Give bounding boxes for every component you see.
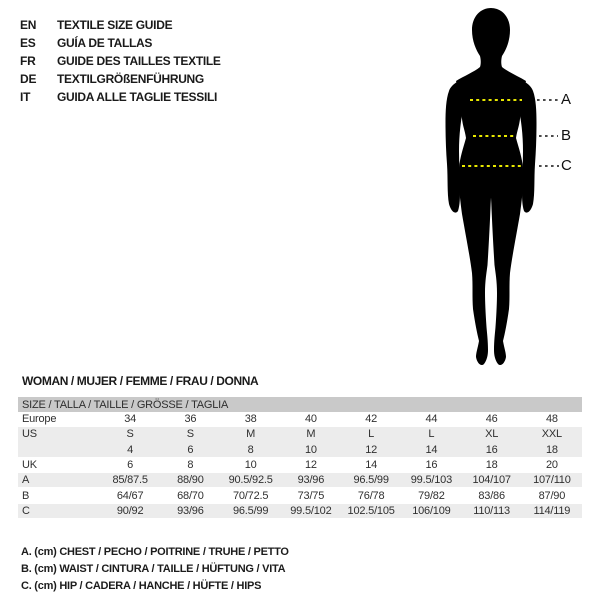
- cell-value: 79/82: [418, 489, 445, 502]
- cell-value: 87/90: [538, 489, 566, 502]
- cell-value: 36: [184, 413, 197, 426]
- cell-value: 44: [425, 413, 438, 426]
- cell-value: 42: [365, 413, 378, 426]
- cell-value: 110/113: [473, 504, 510, 517]
- silhouette-body: [491, 8, 537, 365]
- cell-value: 16: [485, 443, 498, 456]
- cell-value: 6: [187, 443, 194, 456]
- language-code: EN: [20, 18, 37, 32]
- cell-value: 106/109: [412, 504, 451, 517]
- row-label: UK: [22, 459, 37, 472]
- cell-value: 34: [124, 413, 137, 426]
- gender-heading: WOMAN / MUJER / FEMME / FRAU / DONNA: [22, 374, 259, 388]
- marker-label-b: B: [561, 127, 572, 144]
- cell-value: 64/67: [116, 489, 144, 502]
- size-table-header-label: SIZE / TALLA / TAILLE / GRÖSSE / TAGLIA: [22, 398, 229, 411]
- table-row: [18, 473, 582, 488]
- cell-value: S: [186, 428, 194, 441]
- cell-value: 90/92: [116, 504, 144, 517]
- language-row: [20, 34, 221, 52]
- legend-line: C. (cm) HIP / CADERA / HANCHE / HÜFTE / HIPS: [21, 580, 262, 592]
- language-title: GUIDA ALLE TAGLIE TESSILI: [57, 90, 218, 104]
- size-table-header: [18, 397, 582, 412]
- table-row: [18, 504, 582, 519]
- cell-value: 88/90: [177, 474, 204, 487]
- table-row: [18, 488, 582, 503]
- cell-value: 8: [187, 459, 194, 472]
- cell-value: 16: [425, 459, 438, 472]
- language-row: [20, 70, 221, 88]
- language-row: [20, 52, 221, 70]
- silhouette-body-mirror: [446, 8, 492, 365]
- cell-value: 8: [247, 443, 254, 456]
- cell-value: 12: [365, 443, 378, 456]
- table-row: [18, 427, 582, 442]
- cell-value: 99.5/102: [290, 504, 332, 517]
- cell-value: 18: [545, 443, 558, 456]
- cell-value: 85/87.5: [112, 474, 148, 487]
- cell-value: 99.5/103: [410, 474, 452, 487]
- row-label: C: [22, 504, 30, 517]
- row-label: A: [22, 474, 30, 487]
- cell-value: 14: [365, 459, 378, 472]
- legend-line: A. (cm) CHEST / PECHO / POITRINE / TRUHE / PETTO: [21, 546, 289, 558]
- cell-value: S: [126, 428, 134, 441]
- language-code: FR: [20, 54, 36, 68]
- language-code: DE: [20, 72, 37, 86]
- cell-value: 48: [545, 413, 558, 426]
- cell-value: 93/96: [297, 474, 325, 487]
- cell-value: L: [428, 428, 435, 441]
- cell-value: 104/107: [472, 474, 511, 487]
- table-row: [18, 458, 582, 473]
- woman-silhouette-icon: [420, 0, 580, 380]
- language-code: IT: [20, 90, 31, 104]
- cell-value: XL: [485, 428, 499, 441]
- cell-value: 10: [244, 459, 257, 472]
- cell-value: 38: [244, 413, 257, 426]
- language-code: ES: [20, 36, 36, 50]
- cell-value: 18: [485, 459, 498, 472]
- size-table: [18, 397, 582, 519]
- cell-value: 20: [545, 459, 558, 472]
- cell-value: 6: [127, 459, 134, 472]
- cell-value: 93/96: [177, 504, 204, 517]
- cell-value: 70/72.5: [232, 489, 269, 502]
- language-title: GUIDE DES TAILLES TEXTILE: [57, 54, 221, 68]
- cell-value: 4: [127, 443, 134, 456]
- cell-value: 12: [304, 459, 317, 472]
- cell-value: 73/75: [297, 489, 325, 502]
- cell-value: 96.5/99: [232, 504, 269, 517]
- language-row: [20, 88, 221, 106]
- language-title: TEXTILGRÖßENFÜHRUNG: [57, 72, 204, 86]
- row-label: Europe: [22, 413, 57, 426]
- cell-value: M: [306, 428, 316, 441]
- cell-value: XXL: [541, 428, 562, 441]
- measurement-legend: [21, 544, 289, 595]
- cell-value: 76/78: [357, 489, 385, 502]
- table-row: [18, 412, 582, 427]
- table-row: [18, 443, 582, 458]
- size-table-body: [18, 412, 582, 519]
- legend-line: B. (cm) WAIST / CINTURA / TAILLE / HÜFTUNG / VITA: [21, 563, 286, 575]
- cell-value: M: [246, 428, 256, 441]
- cell-value: 96.5/99: [353, 474, 389, 487]
- row-label: B: [22, 489, 30, 502]
- cell-value: L: [368, 428, 375, 441]
- cell-value: 10: [304, 443, 317, 456]
- language-row: [20, 16, 221, 34]
- cell-value: 68/70: [177, 489, 204, 502]
- cell-value: 40: [304, 413, 317, 426]
- cell-value: 102.5/105: [347, 504, 395, 517]
- language-list: [20, 16, 221, 106]
- cell-value: 46: [485, 413, 498, 426]
- row-label: US: [22, 428, 37, 441]
- cell-value: 90.5/92.5: [228, 474, 273, 487]
- language-title: GUÍA DE TALLAS: [57, 36, 153, 50]
- cell-value: 14: [425, 443, 438, 456]
- marker-label-c: C: [561, 157, 572, 174]
- cell-value: 114/119: [533, 504, 571, 517]
- measurement-figure: [420, 0, 600, 380]
- cell-value: 107/110: [533, 474, 571, 487]
- marker-label-a: A: [561, 91, 572, 108]
- cell-value: 83/86: [478, 489, 505, 502]
- language-title: TEXTILE SIZE GUIDE: [57, 18, 173, 32]
